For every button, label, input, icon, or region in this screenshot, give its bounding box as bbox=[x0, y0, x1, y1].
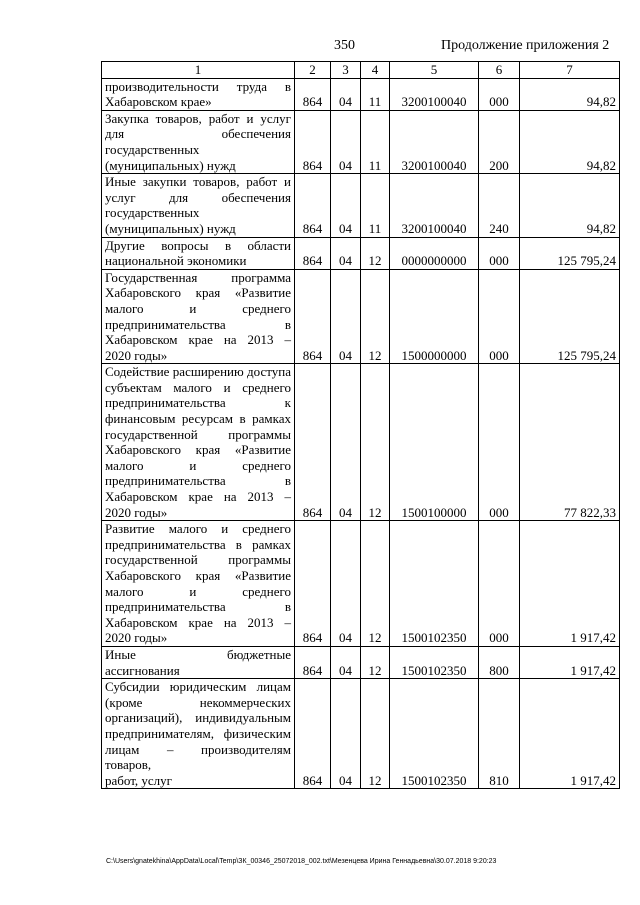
ministry-code: 864 bbox=[295, 646, 331, 678]
target-article-code: 1500102350 bbox=[390, 646, 479, 678]
ministry-code: 864 bbox=[295, 174, 331, 237]
expense-type-code: 000 bbox=[479, 364, 520, 521]
target-article-code: 1500000000 bbox=[390, 269, 479, 364]
column-number-row bbox=[102, 62, 620, 79]
page-number: 350 bbox=[334, 38, 355, 53]
subsection-code: 12 bbox=[361, 521, 390, 647]
expense-type-code: 000 bbox=[479, 269, 520, 364]
column-number: 5 bbox=[390, 62, 479, 79]
expense-item-text-last-line: 2020 годы» bbox=[105, 347, 168, 363]
ministry-code: 864 bbox=[295, 679, 331, 789]
expense-item-name bbox=[102, 237, 295, 269]
expense-item-text-last-line: (муниципальных) нужд bbox=[105, 220, 236, 236]
table-row bbox=[102, 646, 620, 678]
amount: 77 822,33 bbox=[520, 364, 620, 521]
table-row bbox=[102, 174, 620, 237]
expense-item-text: Содействие расширению доступа субъектам малого и среднего предпринимательства к финансовым ресурсам в рамках государственной программы Хабаровского края «Развитие малого и среднего предпринимательства в Хабаровском крае на 2013 – bbox=[105, 364, 291, 505]
target-article-code: 1500100000 bbox=[390, 364, 479, 521]
expense-item-text: Развитие малого и среднего предпринимательства в рамках государственной программы Хабаровского края «Развитие малого и среднего предпринимательства в Хабаровском крае на 2013 – bbox=[105, 521, 291, 630]
amount: 125 795,24 bbox=[520, 237, 620, 269]
ministry-code: 864 bbox=[295, 364, 331, 521]
ministry-code: 864 bbox=[295, 521, 331, 647]
expense-item-text-last-line: 2020 годы» bbox=[105, 630, 168, 646]
target-article-code: 1500102350 bbox=[390, 521, 479, 647]
expense-type-code: 000 bbox=[479, 78, 520, 110]
section-code: 04 bbox=[331, 78, 361, 110]
expense-item-text: Субсидии юридическим лицам (кроме некоммерческих организаций), индивидуальным предпринимателям, физическим лицам – производителям товаров, bbox=[105, 679, 291, 773]
amount: 1 917,42 bbox=[520, 646, 620, 678]
expense-item-text-last-line: работ, услуг bbox=[105, 772, 173, 788]
target-article-code: 3200100040 bbox=[390, 174, 479, 237]
ministry-code: 864 bbox=[295, 110, 331, 173]
column-number: 6 bbox=[479, 62, 520, 79]
section-code: 04 bbox=[331, 364, 361, 521]
expense-item-text: производительности труда в bbox=[105, 78, 291, 94]
table-row bbox=[102, 521, 620, 647]
section-code: 04 bbox=[331, 269, 361, 364]
expense-item-name bbox=[102, 364, 295, 521]
section-code: 04 bbox=[331, 237, 361, 269]
budget-table bbox=[101, 61, 620, 789]
table-row bbox=[102, 364, 620, 521]
target-article-code: 3200100040 bbox=[390, 110, 479, 173]
target-article-code: 3200100040 bbox=[390, 78, 479, 110]
expense-item-text: Другие вопросы в области bbox=[105, 237, 291, 253]
table-row bbox=[102, 269, 620, 364]
subsection-code: 11 bbox=[361, 78, 390, 110]
column-number: 1 bbox=[102, 62, 295, 79]
expense-item-name bbox=[102, 110, 295, 173]
expense-item-name bbox=[102, 521, 295, 647]
expense-type-code: 800 bbox=[479, 646, 520, 678]
expense-item-name bbox=[102, 646, 295, 678]
expense-item-text-last-line: 2020 годы» bbox=[105, 504, 168, 520]
table-row bbox=[102, 78, 620, 110]
section-code: 04 bbox=[331, 679, 361, 789]
section-code: 04 bbox=[331, 174, 361, 237]
expense-item-text-last-line: национальной экономики bbox=[105, 253, 247, 269]
table-row bbox=[102, 679, 620, 789]
column-number: 2 bbox=[295, 62, 331, 79]
expense-type-code: 240 bbox=[479, 174, 520, 237]
amount: 1 917,42 bbox=[520, 521, 620, 647]
expense-item-name bbox=[102, 174, 295, 237]
subsection-code: 12 bbox=[361, 364, 390, 521]
subsection-code: 12 bbox=[361, 237, 390, 269]
amount: 125 795,24 bbox=[520, 269, 620, 364]
expense-type-code: 810 bbox=[479, 679, 520, 789]
subsection-code: 11 bbox=[361, 174, 390, 237]
expense-item-text-last-line: ассигнования bbox=[105, 662, 180, 678]
column-number: 3 bbox=[331, 62, 361, 79]
section-code: 04 bbox=[331, 110, 361, 173]
target-article-code: 1500102350 bbox=[390, 679, 479, 789]
amount: 94,82 bbox=[520, 110, 620, 173]
appendix-continuation-title: Продолжение приложения 2 bbox=[441, 38, 610, 53]
column-number: 7 bbox=[520, 62, 620, 79]
amount: 94,82 bbox=[520, 174, 620, 237]
expense-type-code: 000 bbox=[479, 521, 520, 647]
section-code: 04 bbox=[331, 521, 361, 647]
expense-type-code: 200 bbox=[479, 110, 520, 173]
amount: 1 917,42 bbox=[520, 679, 620, 789]
subsection-code: 12 bbox=[361, 679, 390, 789]
expense-item-name bbox=[102, 269, 295, 364]
expense-item-text: Иные бюджетные bbox=[105, 646, 291, 662]
target-article-code: 0000000000 bbox=[390, 237, 479, 269]
table-row bbox=[102, 110, 620, 173]
expense-item-text-last-line: (муниципальных) нужд bbox=[105, 157, 236, 173]
section-code: 04 bbox=[331, 646, 361, 678]
column-number: 4 bbox=[361, 62, 390, 79]
ministry-code: 864 bbox=[295, 269, 331, 364]
subsection-code: 12 bbox=[361, 646, 390, 678]
amount: 94,82 bbox=[520, 78, 620, 110]
expense-item-text-last-line: Хабаровском крае» bbox=[105, 94, 212, 110]
ministry-code: 864 bbox=[295, 237, 331, 269]
expense-type-code: 000 bbox=[479, 237, 520, 269]
ministry-code: 864 bbox=[295, 78, 331, 110]
expense-item-name bbox=[102, 78, 295, 110]
file-path-footer: C:\Users\gnatekhina\AppData\Local\Temp\ЗК_00346_25072018_002.txt\Мезенцева Ирина Геннадьевна\30.07.2018 9:20:23 bbox=[106, 858, 497, 865]
expense-item-text: Государственная программа Хабаровского края «Развитие малого и среднего предпринимательства в Хабаровском крае на 2013 – bbox=[105, 269, 291, 348]
subsection-code: 11 bbox=[361, 110, 390, 173]
expense-item-name bbox=[102, 679, 295, 789]
expense-item-text: Закупка товаров, работ и услуг для обеспечения государственных bbox=[105, 110, 291, 157]
expense-item-text: Иные закупки товаров, работ и услуг для обеспечения государственных bbox=[105, 174, 291, 221]
subsection-code: 12 bbox=[361, 269, 390, 364]
table-row bbox=[102, 237, 620, 269]
